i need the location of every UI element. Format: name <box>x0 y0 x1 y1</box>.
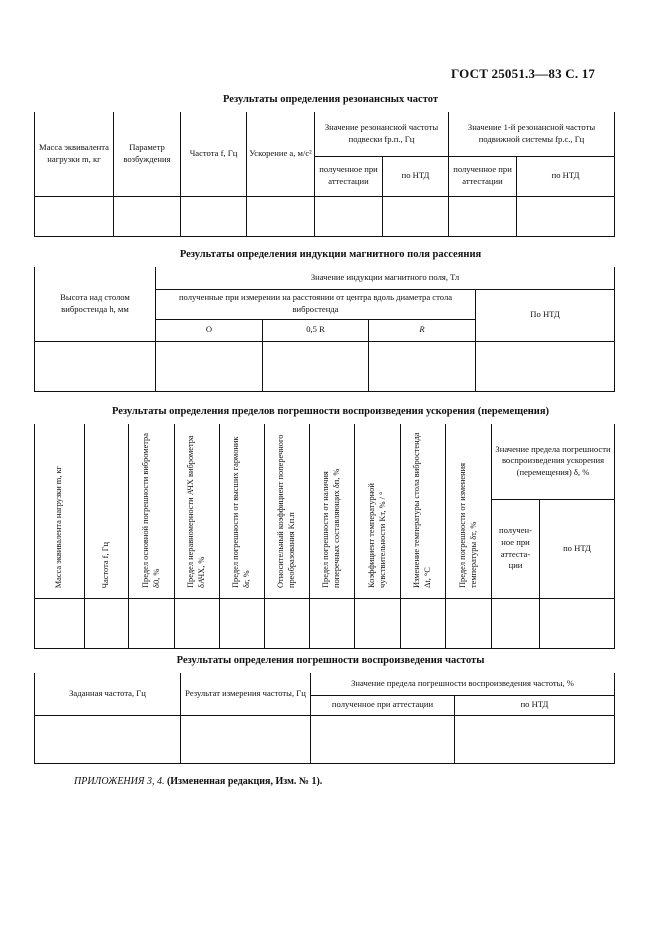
t4-col-given: Заданная частота, Гц <box>35 673 181 715</box>
t3-col-transverse: Предел погрешности от наличия поперечных составляющих δп, % <box>310 424 355 598</box>
t1-sub-ntd: по НТД <box>383 156 449 196</box>
table-frequency-error <box>34 673 615 764</box>
t3-sub-ntd: по НТД <box>540 499 615 598</box>
table2-title: Результаты определения индукции магнитного поля рассеяния <box>179 249 482 260</box>
table-row <box>35 341 615 391</box>
table-row <box>35 598 615 648</box>
t1-col-mass: Масса эквивалента нагрузки m, кг <box>35 112 114 196</box>
t3-col-kt: Коэффициент температурной чувствительности Kт, % / ° <box>355 424 401 598</box>
t3-col-dt: Изменение температуры стола вибростенда Δt, °С <box>401 424 446 598</box>
t3-col-delta0: Предел основной погрешности виброметра δ0, % <box>129 424 175 598</box>
t2-col-induction: Значение индукции магнитного поля, Тл <box>156 267 615 289</box>
t1-col-freq: Частота f, Гц <box>181 112 247 196</box>
t3-col-limit: Значение предела погрешности воспроизведения ускорения (перемещения) δ, % <box>492 424 615 499</box>
table-row <box>35 715 615 763</box>
table-acceleration-error <box>34 424 615 649</box>
t3-col-kpp: Относительный коэффициент поперечного преобразования Kп.п <box>265 424 310 598</box>
t1-sub-ntd-2: по НТД <box>517 156 615 196</box>
t1-sub-obtained-2: полученное при аттестации <box>449 156 517 196</box>
t4-sub-obtained: полученное при аттестации <box>311 695 455 715</box>
t2-col-ntd: По НТД <box>476 289 615 341</box>
t2-col-obtained: полученные при измерении на расстоянии от центра вдоль диаметра стола вибростенда <box>156 289 476 319</box>
table1-title: Результаты определения резонансных частот <box>223 94 438 105</box>
table-row <box>35 196 615 236</box>
t1-sub-obtained: полученное при аттестации <box>315 156 383 196</box>
table-resonant-frequencies <box>34 112 615 237</box>
t2-dist-0: О <box>156 319 263 341</box>
t3-col-freq: Частота f, Гц <box>85 424 129 598</box>
t3-sub-obtained: получен-ное при аттеста-ции <box>492 499 540 598</box>
t2-dist-05r: 0,5 R <box>263 319 369 341</box>
t1-col-param: Параметр возбуждения <box>114 112 181 196</box>
t3-col-harmonics: Предел погрешности от высших гармоник δг, % <box>220 424 265 598</box>
t2-col-height: Высота над столом вибростенда h, мм <box>35 267 156 341</box>
t3-col-mass: Масса эквивалента нагрузки m, кг <box>35 424 85 598</box>
t1-col-accel: Ускорение a, м/с² <box>247 112 315 196</box>
page-header: ГОСТ 25051.3—83 С. 17 <box>451 66 596 81</box>
t1-col-res-susp: Значение резонансной частоты подвески fр.п., Гц <box>315 112 449 156</box>
t4-sub-ntd: по НТД <box>455 695 615 715</box>
t4-col-result: Результат измерения частоты, Гц <box>181 673 311 715</box>
table-magnetic-induction <box>34 267 615 392</box>
footer-italic: ПРИЛОЖЕНИЯ 3, 4. <box>74 776 165 787</box>
t1-col-res-first: Значение 1-й резонансной частоты подвижной системы fр.с., Гц <box>449 112 615 156</box>
t3-col-afc: Предел неравномерности АЧХ виброметра δАЧХ, % <box>175 424 220 598</box>
footer-note <box>74 776 322 787</box>
t4-col-limit: Значение предела погрешности воспроизведения частоты, % <box>311 673 615 695</box>
t3-col-temp-error: Предел погрешности от изменения температуры δт, % <box>446 424 492 598</box>
table4-title: Результаты определения погрешности воспроизведения частоты <box>176 655 485 666</box>
t2-dist-r: R <box>369 319 476 341</box>
footer-bold: (Измененная редакция, Изм. № 1). <box>166 776 323 787</box>
table3-title: Результаты определения пределов погрешности воспроизведения ускорения (перемещения) <box>111 406 550 417</box>
